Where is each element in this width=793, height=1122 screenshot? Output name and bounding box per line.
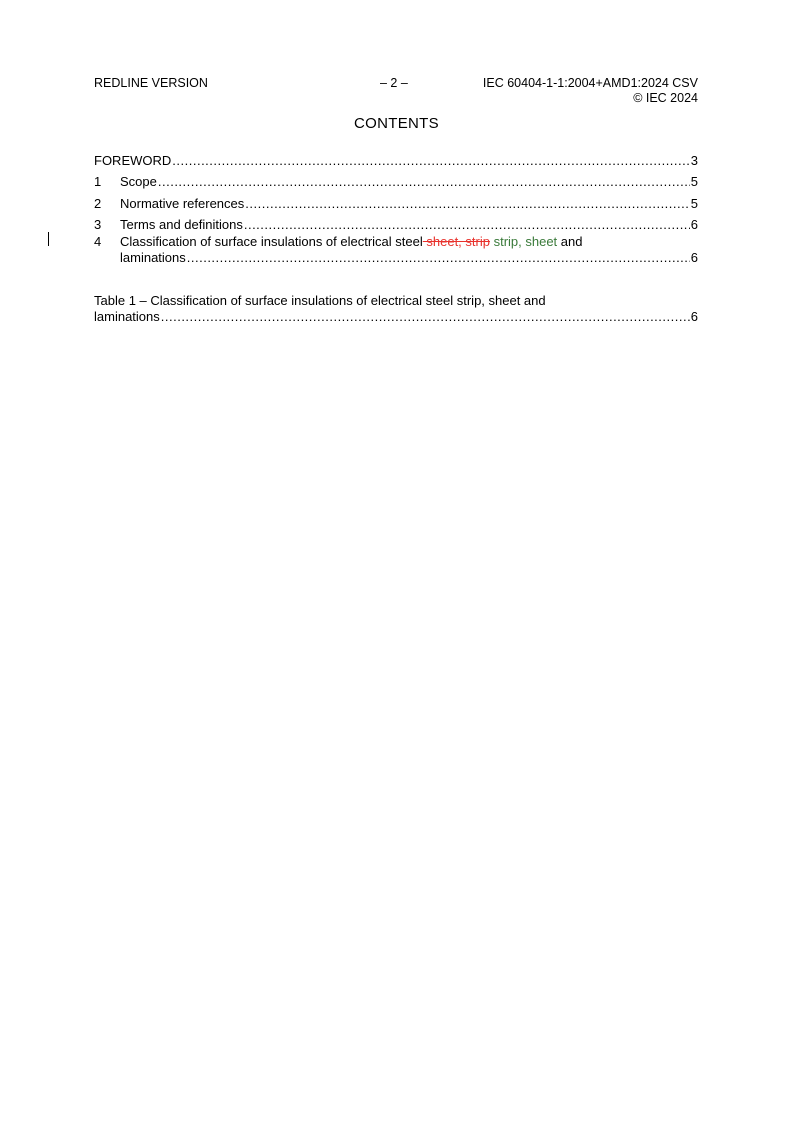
table-of-contents: [94, 146, 698, 265]
toc-entry-text-after: and: [557, 234, 583, 249]
toc-entry-classification[interactable]: [94, 234, 698, 265]
page-title: CONTENTS: [354, 115, 439, 132]
list-of-tables-entry-1[interactable]: [94, 293, 698, 324]
toc-page-number: 6: [690, 309, 698, 324]
toc-leader: [244, 217, 690, 232]
toc-page-number: 6: [690, 217, 698, 232]
toc-leader: [172, 153, 689, 168]
toc-entry-number: 1: [94, 174, 102, 189]
header-standard-id: IEC 60404-1-1:2004+AMD1:2024 CSV: [482, 76, 698, 90]
toc-leader: [187, 250, 690, 265]
toc-page-number: 5: [690, 195, 698, 211]
toc-leader: [158, 174, 690, 189]
toc-leader: [161, 309, 690, 324]
toc-entry-scope[interactable]: [94, 168, 698, 190]
change-bar: [48, 232, 49, 246]
toc-leader: [245, 196, 689, 211]
toc-entry-text: [120, 234, 582, 249]
toc-page-number: 6: [690, 250, 698, 265]
toc-entry-text-before: Classification of surface insulations of electrical steel: [120, 234, 423, 249]
inserted-text: strip, sheet: [489, 234, 558, 249]
toc-entry-text-continued: laminations: [120, 250, 186, 265]
toc-entry-text: FOREWORD: [94, 152, 172, 168]
header-left: REDLINE VERSION: [94, 76, 208, 90]
toc-entry-normative-references[interactable]: [94, 189, 698, 211]
header-right: [483, 76, 698, 106]
header-copyright: © IEC 2024: [633, 91, 698, 105]
table-entry-text: Table 1 – Classification of surface insulations of electrical steel strip, sheet and: [94, 293, 546, 308]
toc-entry-number: 4: [94, 234, 102, 249]
header-page-number: – 2 –: [380, 76, 408, 90]
table-entry-text-continued: laminations: [94, 309, 160, 324]
deleted-text: sheet, strip: [422, 234, 490, 249]
toc-entry-text: Scope: [120, 174, 157, 189]
toc-page-number: 5: [690, 174, 698, 189]
toc-entry-foreword[interactable]: [94, 146, 698, 168]
toc-entry-number: 2: [94, 195, 102, 211]
toc-entry-terms-definitions[interactable]: [94, 211, 698, 233]
toc-page-number: 3: [690, 152, 698, 168]
toc-entry-number: 3: [94, 217, 102, 232]
toc-entry-text: Terms and definitions: [120, 217, 243, 232]
toc-entry-text: Normative references: [120, 195, 245, 211]
